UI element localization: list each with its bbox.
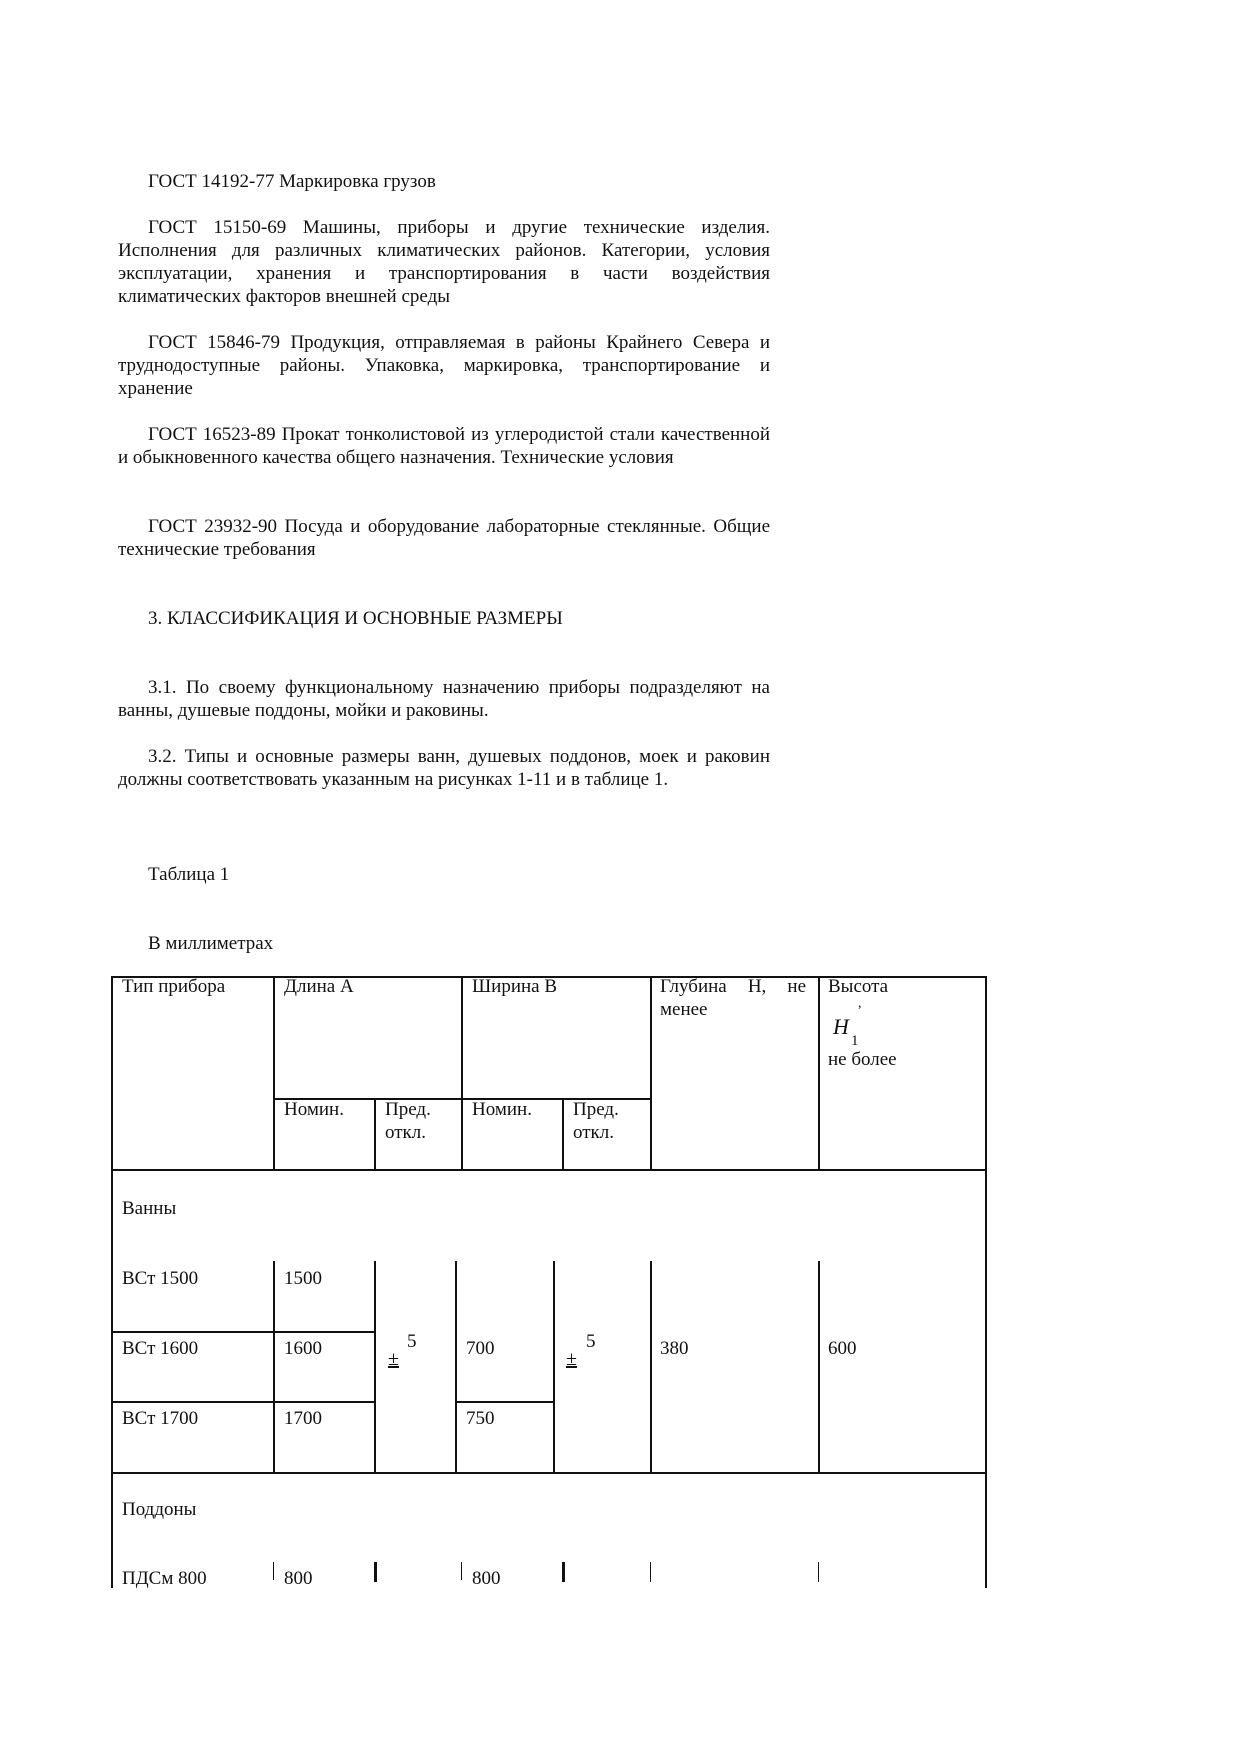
cell-length: 1700 bbox=[284, 1408, 322, 1429]
header-width: Ширина В bbox=[472, 976, 558, 997]
table-header-bottom bbox=[112, 1169, 987, 1171]
cell-width-tolerance-sign: ± bbox=[566, 1348, 577, 1370]
table-border-right bbox=[985, 976, 987, 1588]
col-divider bbox=[650, 976, 652, 1170]
group-label-trays: Поддоны bbox=[122, 1499, 197, 1520]
subheader-width-nominal: Номин. bbox=[472, 1099, 532, 1120]
row-separator bbox=[112, 1331, 375, 1333]
col-divider bbox=[455, 1261, 457, 1472]
row-separator bbox=[112, 1401, 375, 1403]
col-divider bbox=[818, 1562, 819, 1582]
cell-length-tolerance: 5 bbox=[407, 1331, 417, 1352]
cell-type: ПДСм 800 bbox=[122, 1568, 207, 1589]
group-label-baths: Ванны bbox=[122, 1198, 177, 1219]
reference-gost-23932: ГОСТ 23932-90 Посуда и оборудование лабораторные стеклянные. Общие технические требования bbox=[118, 516, 770, 560]
col-divider bbox=[461, 976, 463, 1170]
cell-width: 750 bbox=[466, 1408, 495, 1429]
col-divider bbox=[650, 1261, 652, 1472]
col-divider bbox=[273, 1562, 274, 1580]
cell-width: 800 bbox=[472, 1568, 501, 1589]
col-divider bbox=[650, 1562, 651, 1582]
cell-type: ВСт 1700 bbox=[122, 1408, 199, 1429]
col-divider bbox=[553, 1261, 555, 1472]
col-divider bbox=[461, 1562, 462, 1580]
subheader-length-tolerance-1: Пред. bbox=[385, 1099, 431, 1120]
col-divider bbox=[562, 1098, 564, 1170]
table-border-left bbox=[111, 976, 113, 1588]
cell-type: ВСт 1600 bbox=[122, 1338, 199, 1359]
subheader-length-nominal: Номин. bbox=[284, 1099, 344, 1120]
col-divider bbox=[374, 1562, 377, 1582]
reference-gost-14192: ГОСТ 14192-77 Маркировка грузов bbox=[148, 171, 436, 192]
cell-length: 1500 bbox=[284, 1268, 322, 1289]
header-height-comma: , bbox=[858, 996, 862, 1011]
table-units: В миллиметрах bbox=[148, 933, 274, 954]
col-divider bbox=[374, 1098, 376, 1170]
col-divider bbox=[562, 1562, 565, 1582]
group-separator bbox=[112, 1472, 987, 1474]
header-depth: Глубина Н, не менее bbox=[660, 976, 806, 1020]
reference-gost-15150: ГОСТ 15150-69 Машины, приборы и другие технические изделия. Исполнения для различных климатических районов. Категории, условия эксплуатации, хранения и транспортирования в части воздействия климатических факторов внешней среды bbox=[118, 217, 770, 307]
cell-length: 800 bbox=[284, 1568, 313, 1589]
subheader-width-tolerance-2: откл. bbox=[573, 1122, 615, 1143]
header-height-symbol: H bbox=[833, 1014, 849, 1039]
cell-depth: 380 bbox=[660, 1338, 689, 1359]
col-divider bbox=[818, 1261, 820, 1472]
subheader-width-tolerance-1: Пред. bbox=[573, 1099, 619, 1120]
header-length: Длина А bbox=[284, 976, 354, 997]
cell-length: 1600 bbox=[284, 1338, 322, 1359]
reference-gost-16523: ГОСТ 16523-89 Прокат тонколистовой из углеродистой стали качественной и обыкновенного качества общего назначения. Технические условия bbox=[118, 424, 770, 468]
row-separator bbox=[455, 1401, 555, 1403]
cell-width-tolerance: 5 bbox=[586, 1331, 596, 1352]
header-type: Тип прибора bbox=[122, 976, 226, 997]
clause-3-2: 3.2. Типы и основные размеры ванн, душевых поддонов, моек и раковин должны соответствовать указанным на рисунках 1-11 и в таблице 1. bbox=[118, 746, 770, 790]
header-height-suffix: не более bbox=[828, 1049, 897, 1070]
header-height: Высота bbox=[828, 976, 889, 997]
section-heading: 3. КЛАССИФИКАЦИЯ И ОСНОВНЫЕ РАЗМЕРЫ bbox=[148, 608, 563, 629]
header-height-subscript: 1 bbox=[851, 1033, 859, 1049]
col-divider bbox=[374, 1261, 376, 1472]
reference-gost-15846: ГОСТ 15846-79 Продукция, отправляемая в районы Крайнего Севера и труднодоступные районы. Упаковка, маркировка, транспортирование и хранение bbox=[118, 332, 770, 399]
cell-width: 700 bbox=[466, 1338, 495, 1359]
col-divider bbox=[818, 976, 820, 1170]
col-divider bbox=[273, 1261, 275, 1472]
clause-3-1: 3.1. По своему функциональному назначению приборы подразделяют на ванны, душевые поддоны, мойки и раковины. bbox=[118, 677, 770, 721]
cell-length-tolerance-sign: ± bbox=[388, 1348, 399, 1370]
cell-height: 600 bbox=[828, 1338, 857, 1359]
cell-type: ВСт 1500 bbox=[122, 1268, 199, 1289]
subheader-length-tolerance-2: откл. bbox=[385, 1122, 427, 1143]
col-divider bbox=[273, 976, 275, 1170]
table-caption: Таблица 1 bbox=[148, 864, 230, 885]
